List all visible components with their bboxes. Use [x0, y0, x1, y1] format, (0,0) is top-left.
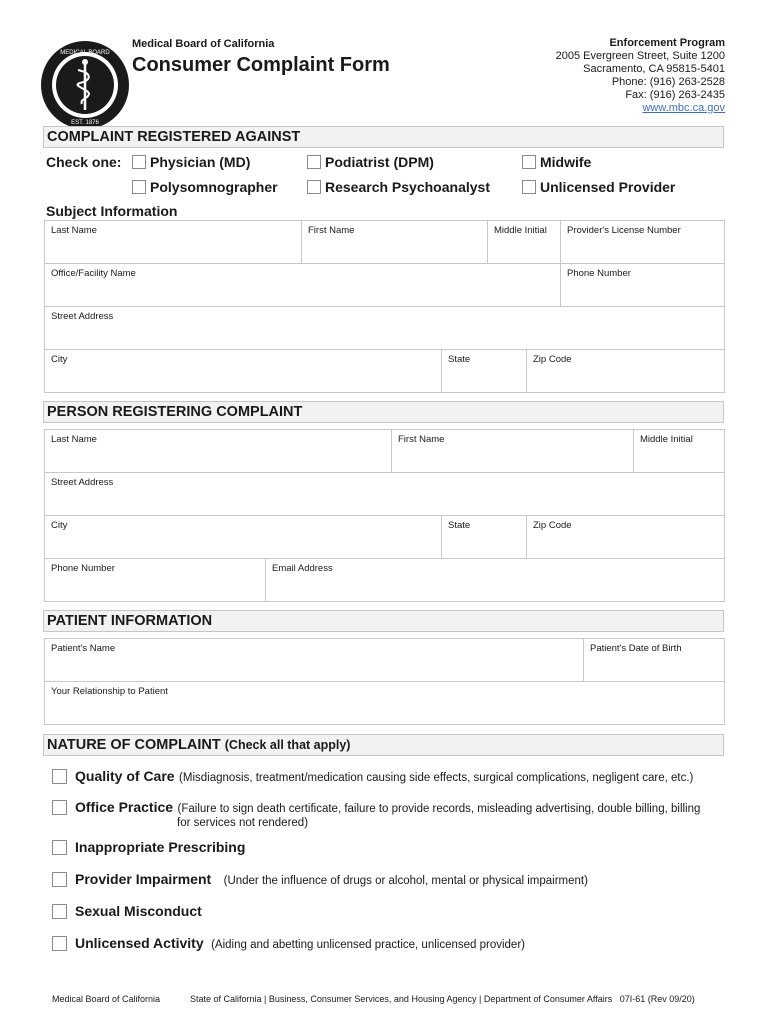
form-title: Consumer Complaint Form [132, 54, 390, 76]
complainant-street-field[interactable] [44, 472, 725, 516]
unlicensed-provider-checkbox[interactable] [522, 180, 536, 194]
svg-text:MEDICAL BOARD: MEDICAL BOARD [60, 50, 110, 56]
subject-license-number-field[interactable] [560, 220, 725, 264]
footer-left: Medical Board of California [52, 994, 161, 1004]
subject-information-heading: Subject Information [46, 203, 178, 219]
subject-last-name-field[interactable] [44, 220, 302, 264]
sexual-misconduct-label: Sexual Misconduct [75, 903, 202, 919]
inappropriate-prescribing-label: Inappropriate Prescribing [75, 839, 246, 855]
field-label: Office/Facility Name [51, 268, 136, 279]
subject-middle-initial-field[interactable] [487, 220, 561, 264]
field-label: Provider's License Number [567, 225, 681, 236]
street-line: 2005 Evergreen Street, Suite 1200 [555, 50, 725, 62]
svg-text:EST. 1876: EST. 1876 [71, 120, 99, 126]
field-label: Street Address [51, 311, 114, 322]
field-label: Patient's Date of Birth [590, 643, 682, 654]
complainant-first-name-field[interactable] [391, 429, 634, 473]
midwife-checkbox[interactable] [522, 155, 536, 169]
medical-board-seal [40, 40, 130, 130]
field-label: Phone Number [567, 268, 631, 279]
sexual-misconduct-checkbox[interactable] [52, 904, 67, 919]
website-link[interactable]: www.mbc.ca.gov [642, 102, 725, 114]
section-person-registering: PERSON REGISTERING COMPLAINT [43, 401, 724, 423]
field-label: Middle Initial [494, 225, 547, 236]
field-label: Last Name [51, 434, 97, 445]
item-title: Quality of Care [75, 768, 175, 784]
quality-of-care-checkbox[interactable] [52, 769, 67, 784]
field-label: State [448, 354, 471, 365]
research-psychoanalyst-label: Research Psychoanalyst [325, 179, 490, 195]
inappropriate-prescribing-checkbox[interactable] [52, 840, 67, 855]
field-label: Email Address [272, 563, 333, 574]
field-label: First Name [308, 225, 355, 236]
podiatrist-label: Podiatrist (DPM) [325, 154, 434, 170]
city-line: Sacramento, CA 95815-5401 [583, 63, 725, 75]
item-description: (Misdiagnosis, treatment/medication causing side effects, surgical complications, negligent care, etc.) [179, 772, 694, 784]
item-title: Office Practice [75, 799, 174, 815]
unlicensed-activity-item [75, 935, 525, 953]
office-practice-description-cont: for services not rendered) [177, 817, 309, 829]
field-label: Zip Code [533, 354, 572, 365]
office-practice-checkbox[interactable] [52, 800, 67, 815]
nature-subheading: (Check all that apply) [224, 738, 351, 752]
field-label: Your Relationship to Patient [51, 686, 168, 697]
complainant-middle-initial-field[interactable] [633, 429, 725, 473]
item-title: Provider Impairment [75, 871, 212, 887]
unlicensed-provider-label: Unlicensed Provider [540, 179, 676, 195]
footer-right: State of California | Business, Consumer Services, and Housing Agency | Department of Consumer Affairs 07I-61 (Rev 09/20) [190, 994, 695, 1004]
section-patient-information: PATIENT INFORMATION [43, 610, 724, 632]
field-label: City [51, 354, 68, 365]
complainant-email-field[interactable] [265, 558, 725, 602]
field-label: Zip Code [533, 520, 572, 531]
field-label: State [448, 520, 471, 531]
midwife-label: Midwife [540, 154, 592, 170]
item-title: Unlicensed Activity [75, 935, 204, 951]
patient-dob-field[interactable] [583, 638, 725, 682]
fax-line: Fax: (916) 263-2435 [625, 89, 725, 101]
complainant-city-field[interactable] [44, 515, 442, 559]
quality-of-care-item [75, 768, 693, 786]
section-nature-of-complaint [43, 734, 724, 756]
check-one-label: Check one: [46, 154, 122, 170]
podiatrist-checkbox[interactable] [307, 155, 321, 169]
complainant-phone-field[interactable] [44, 558, 266, 602]
address-block [556, 37, 725, 115]
field-label: Last Name [51, 225, 97, 236]
field-label: Street Address [51, 477, 114, 488]
physician-label: Physician (MD) [150, 154, 251, 170]
organization-name: Medical Board of California [132, 38, 275, 50]
subject-office-field[interactable] [44, 263, 561, 307]
field-label: Patient's Name [51, 643, 116, 654]
provider-impairment-item [75, 871, 588, 889]
patient-relationship-field[interactable] [44, 681, 725, 725]
provider-impairment-checkbox[interactable] [52, 872, 67, 887]
section-registered-against: COMPLAINT REGISTERED AGAINST [43, 126, 724, 148]
polysomnographer-label: Polysomnographer [150, 179, 278, 195]
subject-street-field[interactable] [44, 306, 725, 350]
field-label: City [51, 520, 68, 531]
field-label: First Name [398, 434, 445, 445]
complainant-last-name-field[interactable] [44, 429, 392, 473]
field-label: Middle Initial [640, 434, 693, 445]
patient-name-field[interactable] [44, 638, 584, 682]
unlicensed-activity-checkbox[interactable] [52, 936, 67, 951]
subject-phone-field[interactable] [560, 263, 725, 307]
complainant-state-field[interactable] [441, 515, 527, 559]
item-description: (Aiding and abetting unlicensed practice, unlicensed provider) [211, 939, 525, 951]
subject-state-field[interactable] [441, 349, 527, 393]
physician-checkbox[interactable] [132, 155, 146, 169]
subject-zip-field[interactable] [526, 349, 725, 393]
phone-line: Phone: (916) 263-2528 [611, 76, 725, 88]
research-psychoanalyst-checkbox[interactable] [307, 180, 321, 194]
subject-first-name-field[interactable] [301, 220, 488, 264]
complainant-zip-field[interactable] [526, 515, 725, 559]
field-label: Phone Number [51, 563, 115, 574]
item-description: (Failure to sign death certificate, failure to provide records, misleading advertising, double billing, billing [177, 803, 701, 815]
polysomnographer-checkbox[interactable] [132, 180, 146, 194]
program-name: Enforcement Program [609, 37, 725, 49]
office-practice-item [75, 799, 700, 817]
item-description: (Under the influence of drugs or alcohol, mental or physical impairment) [223, 875, 588, 887]
subject-city-field[interactable] [44, 349, 442, 393]
nature-heading: NATURE OF COMPLAINT [47, 737, 221, 753]
